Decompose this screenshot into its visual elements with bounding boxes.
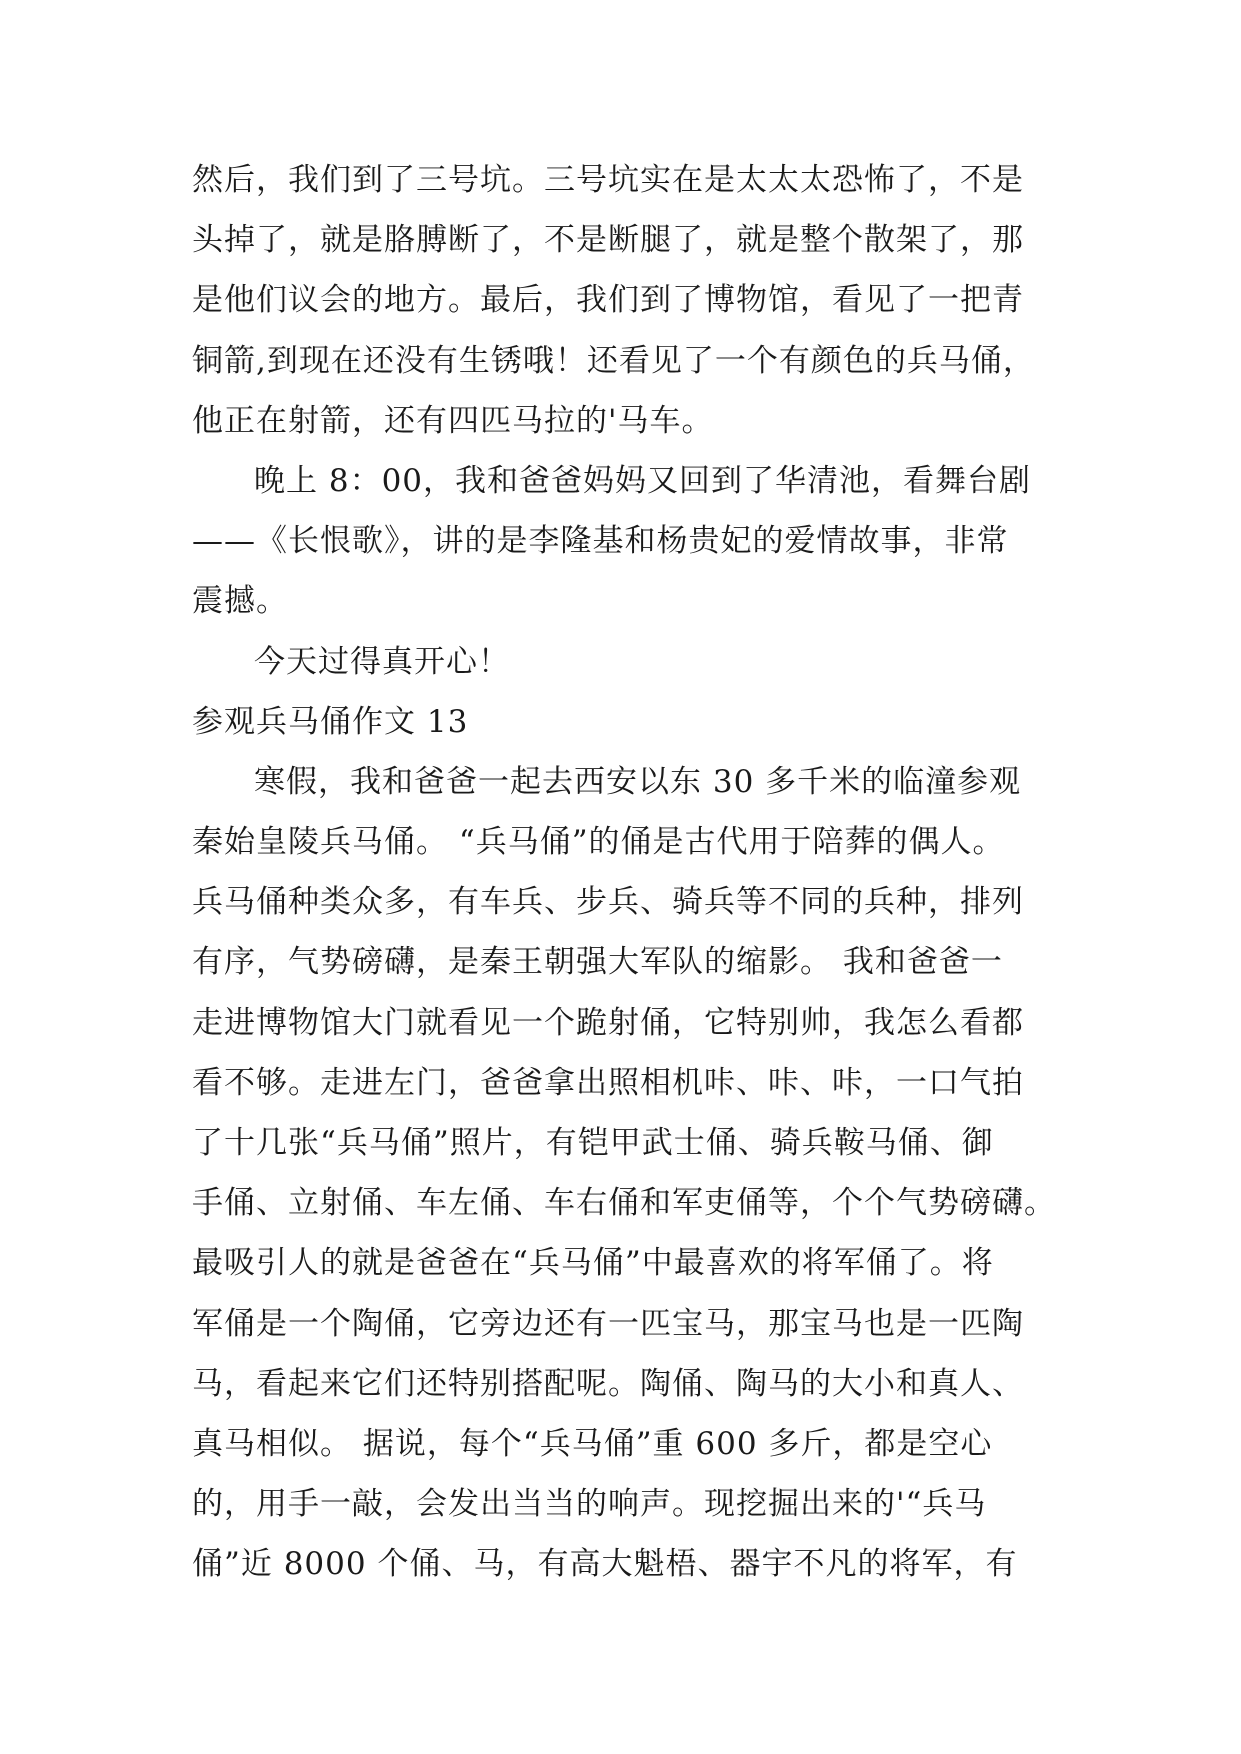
text-line: 看不够。走进左门，爸爸拿出照相机咔、咔、咔，一口气拍: [192, 1064, 1024, 1101]
text-line: ——《长恨歌》，讲的是李隆基和杨贵妃的爱情故事，非常: [192, 523, 1009, 560]
text-line: 秦始皇陵兵马俑。 “兵马俑”的俑是古代用于陪葬的偶人。: [192, 824, 1005, 861]
text-line: 的，用手一敲，会发出当当的响声。现挖掘出来的'“兵马: [192, 1486, 987, 1523]
text-line: 俑”近 8000 个俑、马，有高大魁梧、器宇不凡的将军，有: [192, 1546, 1018, 1583]
text-line: 马，看起来它们还特别搭配呢。陶俑、陶马的大小和真人、: [192, 1365, 1024, 1402]
text-line: 然后，我们到了三号坑。三号坑实在是太太太恐怖了，不是: [192, 162, 1024, 198]
text-line: 了十几张“兵马俑”照片，有铠甲武士俑、骑兵鞍马俑、御: [192, 1125, 994, 1161]
text-line: 头掉了，就是胳膊断了，不是断腿了，就是整个散架了，那: [192, 222, 1024, 259]
text-line: 有序，气势磅礴，是秦王朝强大军队的缩影。 我和爸爸一: [192, 944, 1003, 981]
text-line: 今天过得真开心！: [254, 643, 510, 680]
text-line: 铜箭,到现在还没有生锈哦！还看见了一个有颜色的兵马俑，: [192, 342, 1035, 379]
text-line: 手俑、立射俑、车左俑、车右俑和军吏俑等，个个气势磅礴。: [192, 1185, 1056, 1222]
text-line: 震撼。: [192, 583, 288, 620]
section-heading: 参观兵马俑作文 13: [192, 703, 469, 740]
text-line: 最吸引人的就是爸爸在“兵马俑”中最喜欢的将军俑了。将: [192, 1245, 994, 1282]
text-line: 晚上 8：00，我和爸爸妈妈又回到了华清池，看舞台剧: [254, 462, 1032, 499]
text-line: 真马相似。 据说，每个“兵马俑”重 600 多斤，都是空心: [192, 1425, 993, 1462]
text-line: 是他们议会的地方。最后，我们到了博物馆，看见了一把青: [192, 282, 1024, 319]
text-line: 军俑是一个陶俑，它旁边还有一匹宝马，那宝马也是一匹陶: [192, 1305, 1024, 1342]
text-line: 寒假，我和爸爸一起去西安以东 30 多千米的临潼参观: [254, 763, 1022, 800]
text-line: 走进博物馆大门就看见一个跪射俑，它特别帅，我怎么看都: [192, 1004, 1024, 1041]
document-body: [192, 150, 1056, 1595]
text-line: 兵马俑种类众多，有车兵、步兵、骑兵等不同的兵种，排列: [192, 884, 1024, 921]
text-line: 他正在射箭，还有四匹马拉的'马车。: [192, 402, 714, 439]
